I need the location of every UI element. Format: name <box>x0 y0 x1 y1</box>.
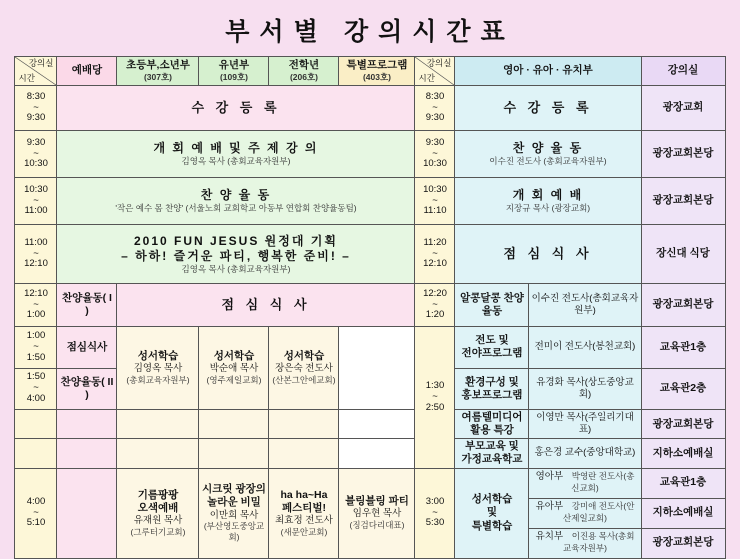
schedule-table <box>14 56 725 559</box>
session-praise-1: 찬양율동( I ) <box>57 284 117 327</box>
course-bible-3 <box>269 327 339 410</box>
course-title: 블링블링 파티 <box>345 495 409 508</box>
dept-teacher: 강미애 전도사(안산제일교회) <box>563 501 635 523</box>
corner-right-top: 강의실 <box>426 58 452 68</box>
room-right-6b: 지하소예배실 <box>641 498 725 528</box>
course-media-title: 여름텔미디어 활용 특강 <box>455 410 529 439</box>
time-left-6b <box>15 410 57 439</box>
course-worship-2 <box>199 468 269 558</box>
session-speaker: 김영옥 목사 (총회교육자원부) <box>181 156 291 167</box>
time-left-6: 1:50 ~ 4:00 <box>15 368 57 410</box>
left-filler-e <box>339 410 415 439</box>
room-right-6c: 광장교회본당 <box>641 528 725 558</box>
session-lunch-left: 점 심 식 사 <box>117 284 415 327</box>
course-media-teacher: 이영만 목사(주일리기대표) <box>529 410 641 439</box>
left-filler-c <box>199 410 269 439</box>
col-header-label: 영아 · 유아 · 유치부 <box>503 64 593 77</box>
room-right-0: 광장교회 <box>641 86 725 131</box>
course-church: (새문안교회) <box>280 526 328 537</box>
time-left-3: 11:00 ~ 12:10 <box>15 225 57 284</box>
course-title: 성서학습 <box>137 350 179 363</box>
table-row <box>15 225 725 284</box>
dept-label: 영아부 <box>535 471 564 483</box>
left-filler-a <box>57 410 117 439</box>
course-teacher: 이만희 목사 <box>209 509 259 521</box>
course-teacher: 유재원 목사 <box>133 514 183 526</box>
left-filler-f <box>57 439 117 468</box>
room-right-4: 광장교회본당 <box>641 284 725 327</box>
session-opening-left <box>57 131 415 178</box>
course-worship-3 <box>269 468 339 558</box>
col-header-sub: (403호) <box>362 72 392 83</box>
course-church: (총회교육자원부) <box>126 375 190 386</box>
session-algong-title: 알콩달콩 찬양율동 <box>455 284 529 327</box>
time-right-2: 10:30 ~ 11:10 <box>415 178 455 225</box>
time-left-1: 9:30 ~ 10:30 <box>15 131 57 178</box>
course-worship-1 <box>117 468 199 558</box>
session-lunch-label: 점심식사 <box>57 327 117 369</box>
table-row <box>15 468 725 498</box>
room-right-2: 광장교회본당 <box>641 178 725 225</box>
course-teacher: 김영옥 목사 <box>133 363 183 375</box>
course-teacher: 박순애 목사 <box>209 363 259 375</box>
table-row <box>15 327 725 369</box>
col-header-sub: (206호) <box>289 72 319 83</box>
session-lunch-right: 점 심 식 사 <box>455 225 641 284</box>
table-row <box>15 410 725 439</box>
session-subtitle: – 하하! 즐거운 파티, 행복한 준비! – <box>121 248 351 263</box>
dept-label: 유아부 <box>535 501 564 513</box>
session-funjesus-left <box>57 225 415 284</box>
session-registration-right: 수 강 등 록 <box>455 86 641 131</box>
room-right-5b: 교육관2층 <box>641 368 725 410</box>
col-header-allgrades <box>269 57 339 86</box>
session-praise-left <box>57 178 415 225</box>
course-teacher: 최효정 전도사 <box>275 514 333 526</box>
right-dept-kinder <box>529 528 641 558</box>
corner-left-bottom: 시간 <box>18 73 35 84</box>
course-parent-title: 부모교육 및 가정교육학교 <box>455 439 529 468</box>
col-header-label: 전학년 <box>288 59 320 72</box>
course-church: (산본그안에교회) <box>272 375 336 386</box>
table-row <box>15 284 725 327</box>
course-bible-1 <box>117 327 199 410</box>
course-teacher: 임우현 목사 <box>352 508 402 520</box>
left-filler-d <box>269 410 339 439</box>
session-speaker: '작은 예수 몸 찬양' (서울노회 교회학교 아동부 연합회 찬양율동팀) <box>115 203 357 214</box>
session-speaker: 김영옥 목사 (총회교육자원부) <box>181 263 291 274</box>
course-env-title: 환경구성 및 홍보프로그램 <box>455 368 529 410</box>
course-title: ha ha~Ha 페스티벌! <box>280 488 328 514</box>
course-title: 성서학습 <box>213 350 255 363</box>
course-church: (부산영도중앙교회) <box>203 521 265 543</box>
left-blank-last <box>57 468 117 558</box>
col-header-yebaedang <box>57 57 117 86</box>
time-left-6c <box>15 439 57 468</box>
table-row <box>15 86 725 131</box>
room-right-5c: 광장교회본당 <box>641 410 725 439</box>
dept-teacher: 이진용 목사(총회교육자원부) <box>563 531 635 553</box>
course-bible-2 <box>199 327 269 410</box>
col-header-sub: (109호) <box>219 72 249 83</box>
table-row <box>15 131 725 178</box>
session-speaker: 이수진 전도사 (총회교육자원부) <box>489 156 607 167</box>
session-algong-teacher: 이수진 전도사(총회교육자원부) <box>529 284 641 327</box>
time-right-6: 3:00 ~ 5:30 <box>415 468 455 558</box>
dept-teacher: 박영란 전도사(총신교회) <box>571 471 635 493</box>
course-teacher: 장은숙 전도사 <box>275 363 333 375</box>
time-left-7: 4:00 ~ 5:10 <box>15 468 57 558</box>
corner-right-bottom: 시간 <box>418 73 435 84</box>
course-worship-4 <box>339 468 415 558</box>
course-church: (그루터기교회) <box>130 526 186 537</box>
room-right-6a: 교육관1층 <box>641 468 725 498</box>
room-right-5d: 지하소예배실 <box>641 439 725 468</box>
left-filler-j <box>339 439 415 468</box>
right-dept-toddler <box>529 498 641 528</box>
right-dept-infant <box>529 468 641 498</box>
session-title: 찬 양 율 동 <box>200 188 272 203</box>
time-right-3: 11:20 ~ 12:10 <box>415 225 455 284</box>
room-right-1: 광장교회본당 <box>641 131 725 178</box>
course-evangelism-teacher: 전미이 전도사(봉천교회) <box>529 327 641 369</box>
left-filler-i <box>269 439 339 468</box>
col-header-special <box>339 57 415 86</box>
time-left-0: 8:30 ~ 9:30 <box>15 86 57 131</box>
corner-left <box>15 57 57 86</box>
session-praise-2: 찬양율동( II ) <box>57 368 117 410</box>
session-title: 찬 양 율 동 <box>512 141 584 156</box>
col-header-younger <box>199 57 269 86</box>
session-title: 개 회 예 배 및 주 제 강 의 <box>153 141 319 156</box>
table-row <box>15 439 725 468</box>
col-header-infant <box>455 57 641 86</box>
time-right-4: 12:20 ~ 1:20 <box>415 284 455 327</box>
col-header-elementary <box>117 57 199 86</box>
session-opening-right <box>455 178 641 225</box>
time-right-5: 1:30 ~ 2:50 <box>415 327 455 469</box>
table-row <box>15 178 725 225</box>
col-header-label: 예배당 <box>71 64 103 77</box>
col-header-label: 초등부,소년부 <box>126 59 190 72</box>
room-right-3: 장신대 식당 <box>641 225 725 284</box>
course-title: 기름팡팡 오색예배 <box>137 488 179 514</box>
right-special-label: 성서학습 및 특별학습 <box>455 468 529 558</box>
session-title: 2010 FUN JESUS 원정대 기획 <box>133 233 338 248</box>
course-env-teacher: 유경화 목사(상도중앙교회) <box>529 368 641 410</box>
course-church: (징검다리대표) <box>349 520 405 531</box>
left-filler-g <box>117 439 199 468</box>
session-speaker: 지장규 목사 (광장교회) <box>505 203 591 214</box>
col-header-room <box>641 57 725 86</box>
col-header-label: 특별프로그램 <box>346 59 408 72</box>
room-right-5a: 교육관1층 <box>641 327 725 369</box>
corner-left-top: 강의실 <box>28 58 54 68</box>
page-title: 부서별 강의시간표 <box>225 19 515 46</box>
time-left-4: 12:10 ~ 1:00 <box>15 284 57 327</box>
course-parent-teacher: 홍은경 교수(중앙대학교) <box>529 439 641 468</box>
session-registration-left: 수 강 등 록 <box>57 86 415 131</box>
course-title: 시크릿 광장의 놀라운 비밀 <box>202 483 266 509</box>
col-header-label: 강의실 <box>667 64 699 77</box>
left-filler-b <box>117 410 199 439</box>
course-church: (영주제일교회) <box>206 375 262 386</box>
table-header-row <box>15 57 725 86</box>
course-special-empty <box>339 327 415 410</box>
left-filler-h <box>199 439 269 468</box>
time-right-1: 9:30 ~ 10:30 <box>415 131 455 178</box>
col-header-sub: (307호) <box>143 72 173 83</box>
session-praise-right <box>455 131 641 178</box>
time-left-2: 10:30 ~ 11:00 <box>15 178 57 225</box>
dept-label: 유치부 <box>535 531 564 543</box>
col-header-label: 유년부 <box>218 59 250 72</box>
time-left-5: 1:00 ~ 1:50 <box>15 327 57 369</box>
course-evangelism-title: 전도 및 전야프로그램 <box>455 327 529 369</box>
session-title: 개 회 예 배 <box>512 188 584 203</box>
corner-right <box>415 57 455 86</box>
course-title: 성서학습 <box>283 350 325 363</box>
time-right-0: 8:30 ~ 9:30 <box>415 86 455 131</box>
